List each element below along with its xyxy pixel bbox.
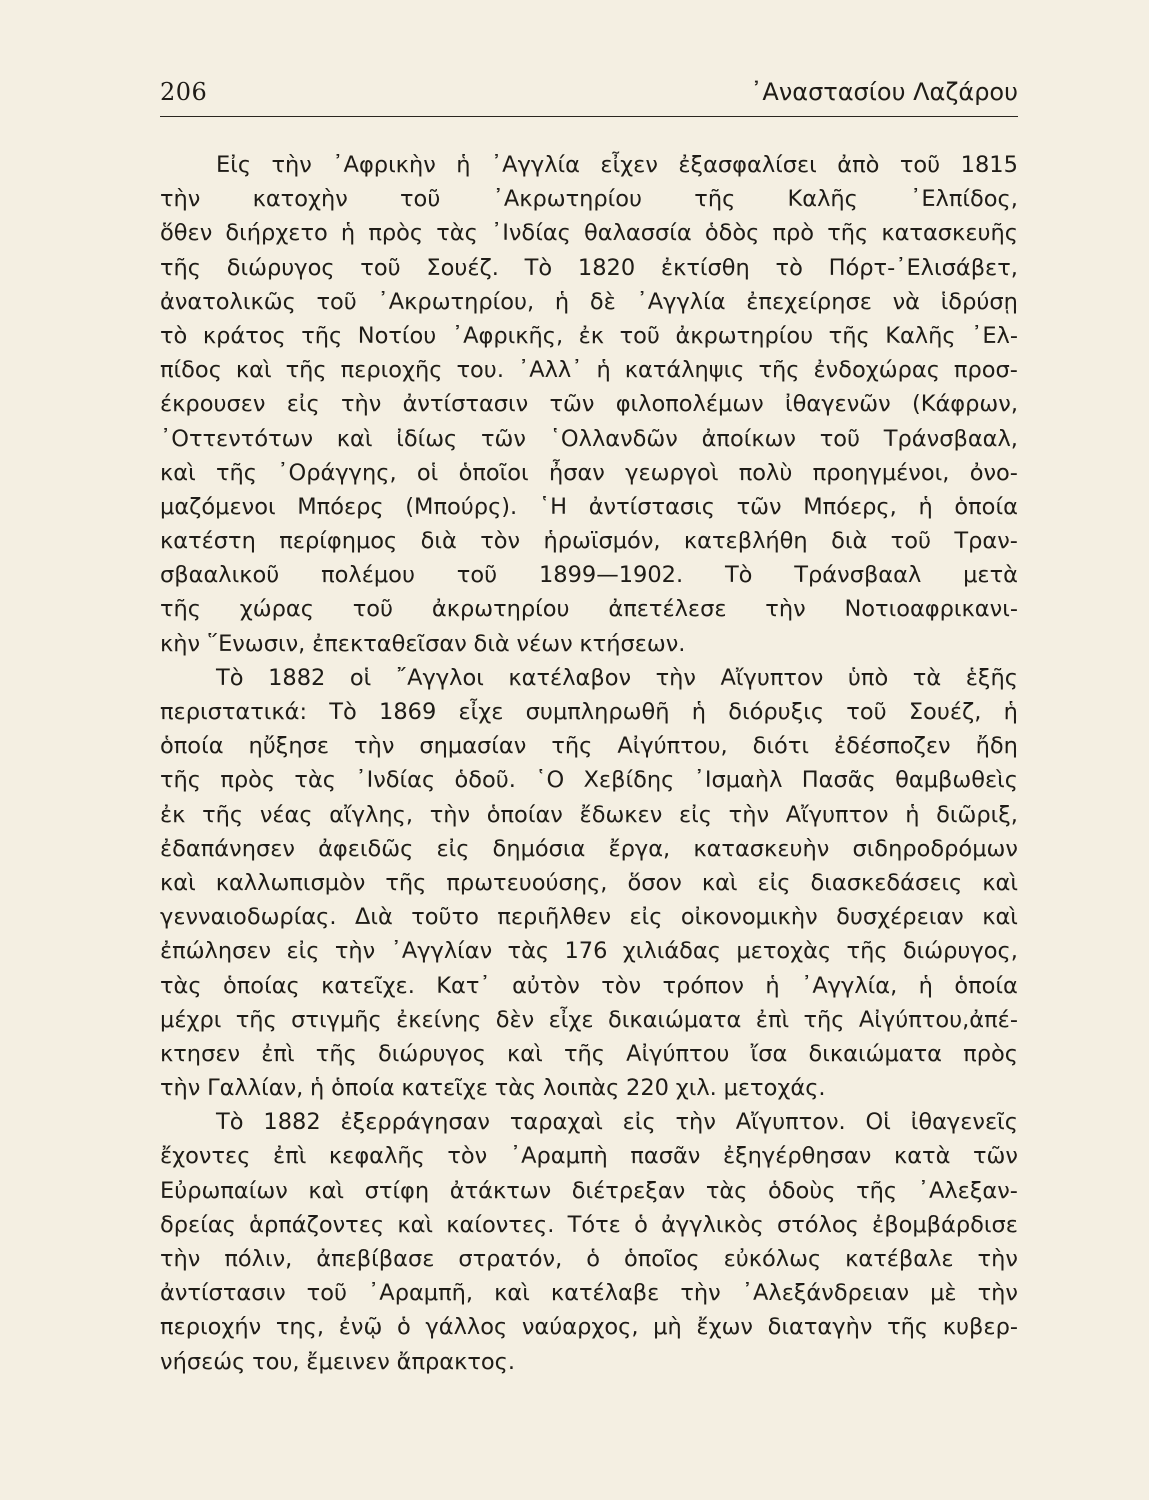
- running-head: ᾽Αναστασίου Λαζάρου: [750, 78, 1018, 106]
- text-line: τὰς ὁποίας κατεῖχε. Κατ᾽ αὐτὸν τὸν τρόπον ἡ ᾽Αγγλία, ἡ ὁποία: [160, 972, 1018, 999]
- text-line: ὅθεν διήρχετο ἡ πρὸς τὰς ᾽Ινδίας θαλασσία ὁδὸς πρὸ τῆς κατασκευῆς: [160, 220, 1018, 247]
- text-line: τὸ κράτος τῆς Νοτίου ᾽Αφρικῆς, ἐκ τοῦ ἀκρωτηρίου τῆς Καλῆς ᾽Ελ-: [160, 322, 1018, 349]
- text-line: πίδος καὶ τῆς περιοχῆς του. ᾽Αλλ᾽ ἡ κατάληψις τῆς ἐνδοχώρας προσ-: [160, 357, 1018, 384]
- text-line: ἀνατολικῶς τοῦ ᾽Ακρωτηρίου, ἡ δὲ ᾽Αγγλία ἐπεχείρησε νὰ ἱδρύσῃ: [160, 288, 1018, 315]
- text-line: νήσεώς του, ἔμεινεν ἄπρακτος.: [160, 1348, 516, 1375]
- text-line: ᾽Οττεντότων καὶ ἰδίως τῶν ῾Ολλανδῶν ἀποίκων τοῦ Τράνσβααλ,: [160, 425, 1018, 452]
- text-line: τὴν Γαλλίαν, ἡ ὁποία κατεῖχε τὰς λοιπὰς 220 χιλ. μετοχάς.: [160, 1075, 826, 1102]
- text-line: τῆς χώρας τοῦ ἀκρωτηρίου ἀπετέλεσε τὴν Νοτιοαφρικανι-: [160, 596, 1018, 623]
- text-line: δρείας ἁρπάζοντες καὶ καίοντες. Τότε ὁ ἀγγλικὸς στόλος ἐβομβάρδισε: [160, 1211, 1018, 1238]
- body-text: [160, 148, 1018, 1379]
- text-line: γενναιοδωρίας. Διὰ τοῦτο περιῆλθεν εἰς οἰκονομικὴν δυσχέρειαν καὶ: [160, 904, 1018, 931]
- text-line: καὶ τῆς ᾽Οράγγης, οἱ ὁποῖοι ἦσαν γεωργοὶ πολὺ προηγμένοι, ὀνο-: [160, 459, 1018, 486]
- text-line: καὶ καλλωπισμὸν τῆς πρωτευούσης, ὅσον καὶ εἰς διασκεδάσεις καὶ: [160, 869, 1018, 896]
- text-line: τὴν κατοχὴν τοῦ ᾽Ακρωτηρίου τῆς Καλῆς ᾽Ελπίδος,: [160, 186, 1018, 213]
- text-line: ἔχοντες ἐπὶ κεφαλῆς τὸν ᾽Αραμπὴ πασᾶν ἐξηγέρθησαν κατὰ τῶν: [160, 1143, 1018, 1170]
- text-line: τὴν πόλιν, ἀπεβίβασε στρατόν, ὁ ὁποῖος εὐκόλως κατέβαλε τὴν: [160, 1246, 1018, 1272]
- text-line: ἐκ τῆς νέας αἴγλης, τὴν ὁποίαν ἔδωκεν εἰς τὴν Αἴγυπτον ἡ διῶριξ,: [160, 801, 1018, 828]
- text-line: ἐδαπάνησεν ἀφειδῶς εἰς δημόσια ἔργα, κατασκευὴν σιδηροδρόμων: [160, 835, 1018, 862]
- text-line: περιοχήν της, ἐνῷ ὁ γάλλος ναύαρχος, μὴ ἔχων διαταγὴν τῆς κυβερ-: [160, 1314, 1018, 1341]
- text-line: Εὐρωπαίων καὶ στίφη ἀτάκτων διέτρεξαν τὰς ὁδοὺς τῆς ᾽Αλεξαν-: [160, 1177, 1018, 1204]
- text-line: Τὸ 1882 ἐξερράγησαν ταραχαὶ εἰς τὴν Αἴγυπτον. Οἱ ἰθαγενεῖς: [216, 1109, 1018, 1136]
- text-line: κατέστη περίφημος διὰ τὸν ἡρωϊσμόν, κατεβλήθη διὰ τοῦ Τραν-: [160, 528, 1018, 555]
- text-line: ἀντίστασιν τοῦ ᾽Αραμπῆ, καὶ κατέλαβε τὴν ᾽Αλεξάνδρειαν μὲ τὴν: [160, 1280, 1018, 1307]
- text-line: Τὸ 1882 οἱ ῎Αγγλοι κατέλαβον τὴν Αἴγυπτον ὑπὸ τὰ ἑξῆς: [216, 664, 1018, 691]
- text-line: κτησεν ἐπὶ τῆς διώρυγος καὶ τῆς Αἰγύπτου ἴσα δικαιώματα πρὸς: [160, 1040, 1018, 1067]
- text-line: ὁποία ηὔξησε τὴν σημασίαν τῆς Αἰγύπτου, διότι ἐδέσποζεν ἤδη: [160, 733, 1018, 760]
- text-line: Εἰς τὴν ᾽Αφρικὴν ἡ ᾽Αγγλία εἶχεν ἐξασφαλίσει ἀπὸ τοῦ 1815: [216, 152, 1018, 178]
- text-line: έκρουσεν εἰς τὴν ἀντίστασιν τῶν φιλοπολέμων ἰθαγενῶν (Κάφρων,: [160, 391, 1018, 418]
- text-line: μαζόμενοι Μπόερς (Μπούρς). ῾Η ἀντίστασις τῶν Μπόερς, ἡ ὁποία: [160, 493, 1018, 520]
- text-line: περιστατικά: Τὸ 1869 εἶχε συμπληρωθῆ ἡ διόρυξις τοῦ Σουέζ, ἡ: [160, 699, 1018, 725]
- text-line: κὴν ῞Ενωσιν, ἐπεκταθεῖσαν διὰ νέων κτήσεων.: [160, 630, 686, 657]
- page-number: 206: [160, 78, 208, 106]
- text-line: μέχρι τῆς στιγμῆς ἐκείνης δὲν εἶχε δικαιώματα ἐπὶ τῆς Αἰγύπτου,ἀπέ-: [160, 1006, 1018, 1033]
- text-line: τῆς πρὸς τὰς ᾽Ινδίας ὁδοῦ. ῾Ο Χεβίδης ᾽Ισμαὴλ Πασᾶς θαμβωθεὶς: [160, 767, 1018, 794]
- text-line: σβααλικοῦ πολέμου τοῦ 1899—1902. Τὸ Τράνσβααλ μετὰ: [160, 562, 1018, 589]
- text-line: τῆς διώρυγος τοῦ Σουέζ. Τὸ 1820 ἐκτίσθη τὸ Πόρτ-᾽Ελισάβετ,: [160, 254, 1018, 281]
- header-rule: [160, 116, 1018, 117]
- page-header: [160, 72, 1018, 112]
- text-line: ἐπώλησεν εἰς τὴν ᾽Αγγλίαν τὰς 176 χιλιάδας μετοχὰς τῆς διώρυγος,: [160, 938, 1018, 965]
